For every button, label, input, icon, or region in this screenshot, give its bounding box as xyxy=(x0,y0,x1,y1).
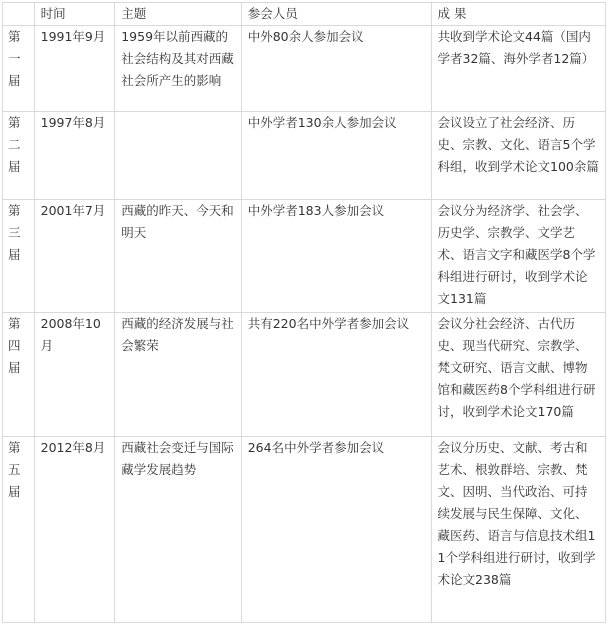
header-participants: 参会人员 xyxy=(241,3,431,26)
results-cell: 会议分社会经济、古代历史、现当代研究、宗教学、梵文研究、语言文献、博物馆和藏医药8个学科组进行研讨，收到学术论文170篇 xyxy=(431,312,606,437)
table-row xyxy=(3,200,606,313)
participants-cell: 中外学者130余人参加会议 xyxy=(241,112,431,200)
table-row xyxy=(3,112,606,200)
results-cell: 会议分为经济学、社会学、历史学、宗教学、文学艺术、语言文字和藏医学8个学科组进行研讨，收到学术论文131篇 xyxy=(431,200,606,313)
session-cell: 第一届 xyxy=(3,26,35,112)
participants-cell: 共有220名中外学者参加会议 xyxy=(241,312,431,437)
session-cell: 第三届 xyxy=(3,200,35,313)
session-cell: 第五届 xyxy=(3,437,35,623)
header-topic: 主题 xyxy=(115,3,242,26)
session-cell: 第二届 xyxy=(3,112,35,200)
date-cell: 1991年9月 xyxy=(34,26,115,112)
header-session xyxy=(3,3,35,26)
date-cell: 2008年10月 xyxy=(34,312,115,437)
conference-table xyxy=(2,2,606,623)
topic-cell xyxy=(115,112,242,200)
topic-cell: 1959年以前西藏的社会结构及其对西藏社会所产生的影响 xyxy=(115,26,242,112)
results-cell: 会议分历史、文献、考古和艺术、根敦群培、宗教、梵文、因明、当代政治、可持续发展与民生保障、文化、藏医药、语言与信息技术组11个学科组进行研讨，收到学术论文238篇 xyxy=(431,437,606,623)
table-row xyxy=(3,26,606,112)
topic-cell: 西藏社会变迁与国际藏学发展趋势 xyxy=(115,437,242,623)
results-cell: 共收到学术论文44篇（国内学者32篇、海外学者12篇） xyxy=(431,26,606,112)
date-cell: 2012年8月 xyxy=(34,437,115,623)
results-cell: 会议设立了社会经济、历史、宗教、文化、语言5个学科组，收到学术论文100余篇 xyxy=(431,112,606,200)
topic-cell: 西藏的经济发展与社会繁荣 xyxy=(115,312,242,437)
session-cell: 第四届 xyxy=(3,312,35,437)
participants-cell: 264名中外学者参加会议 xyxy=(241,437,431,623)
date-cell: 2001年7月 xyxy=(34,200,115,313)
topic-cell: 西藏的昨天、今天和明天 xyxy=(115,200,242,313)
header-row xyxy=(3,3,606,26)
table-row xyxy=(3,312,606,437)
header-date: 时间 xyxy=(34,3,115,26)
header-results: 成 果 xyxy=(431,3,606,26)
participants-cell: 中外学者183人参加会议 xyxy=(241,200,431,313)
participants-cell: 中外80余人参加会议 xyxy=(241,26,431,112)
date-cell: 1997年8月 xyxy=(34,112,115,200)
table-row xyxy=(3,437,606,623)
